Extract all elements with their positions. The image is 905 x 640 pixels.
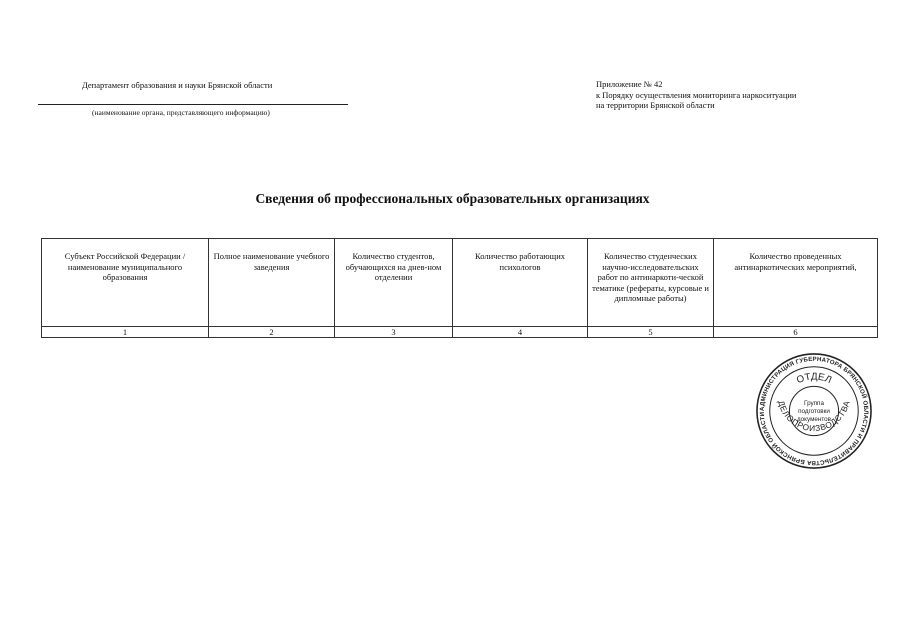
column-number: 5 xyxy=(588,327,714,338)
column-number: 2 xyxy=(209,327,335,338)
stamp-center-line: подготовки xyxy=(798,407,830,415)
column-header: Количество проведенных антинаркотических мероприятий, xyxy=(714,239,878,327)
organization-name: Департамент образования и науки Брянской области xyxy=(82,80,273,90)
table-header-row xyxy=(42,239,878,327)
column-number: 1 xyxy=(42,327,209,338)
stamp-center-line: Группа xyxy=(804,400,824,408)
column-header: Количество студентов, обучающихся на днев-ном отделении xyxy=(335,239,453,327)
organization-caption: (наименование органа, представляющего информацию) xyxy=(92,108,270,117)
stamp-top-word: ОТДЕЛ xyxy=(795,371,834,387)
table-number-row xyxy=(42,327,878,338)
column-number: 4 xyxy=(453,327,588,338)
appendix-line: к Порядку осуществления мониторинга наркоситуации xyxy=(596,89,797,100)
appendix-line: на территории Брянской области xyxy=(596,100,715,110)
svg-text:ОТДЕЛ xyxy=(795,372,833,387)
official-stamp xyxy=(755,352,873,470)
column-header: Количество студенческих научно-исследовательских работ по антинаркоти-ческой тематике (рефераты, курсовые и дипломные работы) xyxy=(588,239,714,327)
appendix-line: Приложение № 42 xyxy=(596,79,663,89)
document-title: Сведения об профессиональных образовательных организациях xyxy=(255,191,650,206)
column-header: Полное наименование учебного заведения xyxy=(209,239,335,327)
stamp-center-line: документов xyxy=(797,415,831,423)
appendix-note xyxy=(596,79,796,111)
column-header: Субъект Российской Федерации /наименование муниципального образования xyxy=(42,239,209,327)
column-header: Количество работающих психологов xyxy=(453,239,588,327)
organization-underline xyxy=(38,104,348,105)
data-table xyxy=(41,238,878,338)
stamp-arc-word: ДЕЛОПРОИЗВОДСТВА xyxy=(776,399,852,434)
column-number: 6 xyxy=(714,327,878,338)
column-number: 3 xyxy=(335,327,453,338)
stamp-ring-text: АДМИНИСТРАЦИЯ ГУБЕРНАТОРА БРЯНСКОЙ ОБЛАСТИ И ПРАВИТЕЛЬСТВА БРЯНСКОЙ ОБЛАСТИ xyxy=(758,355,870,467)
